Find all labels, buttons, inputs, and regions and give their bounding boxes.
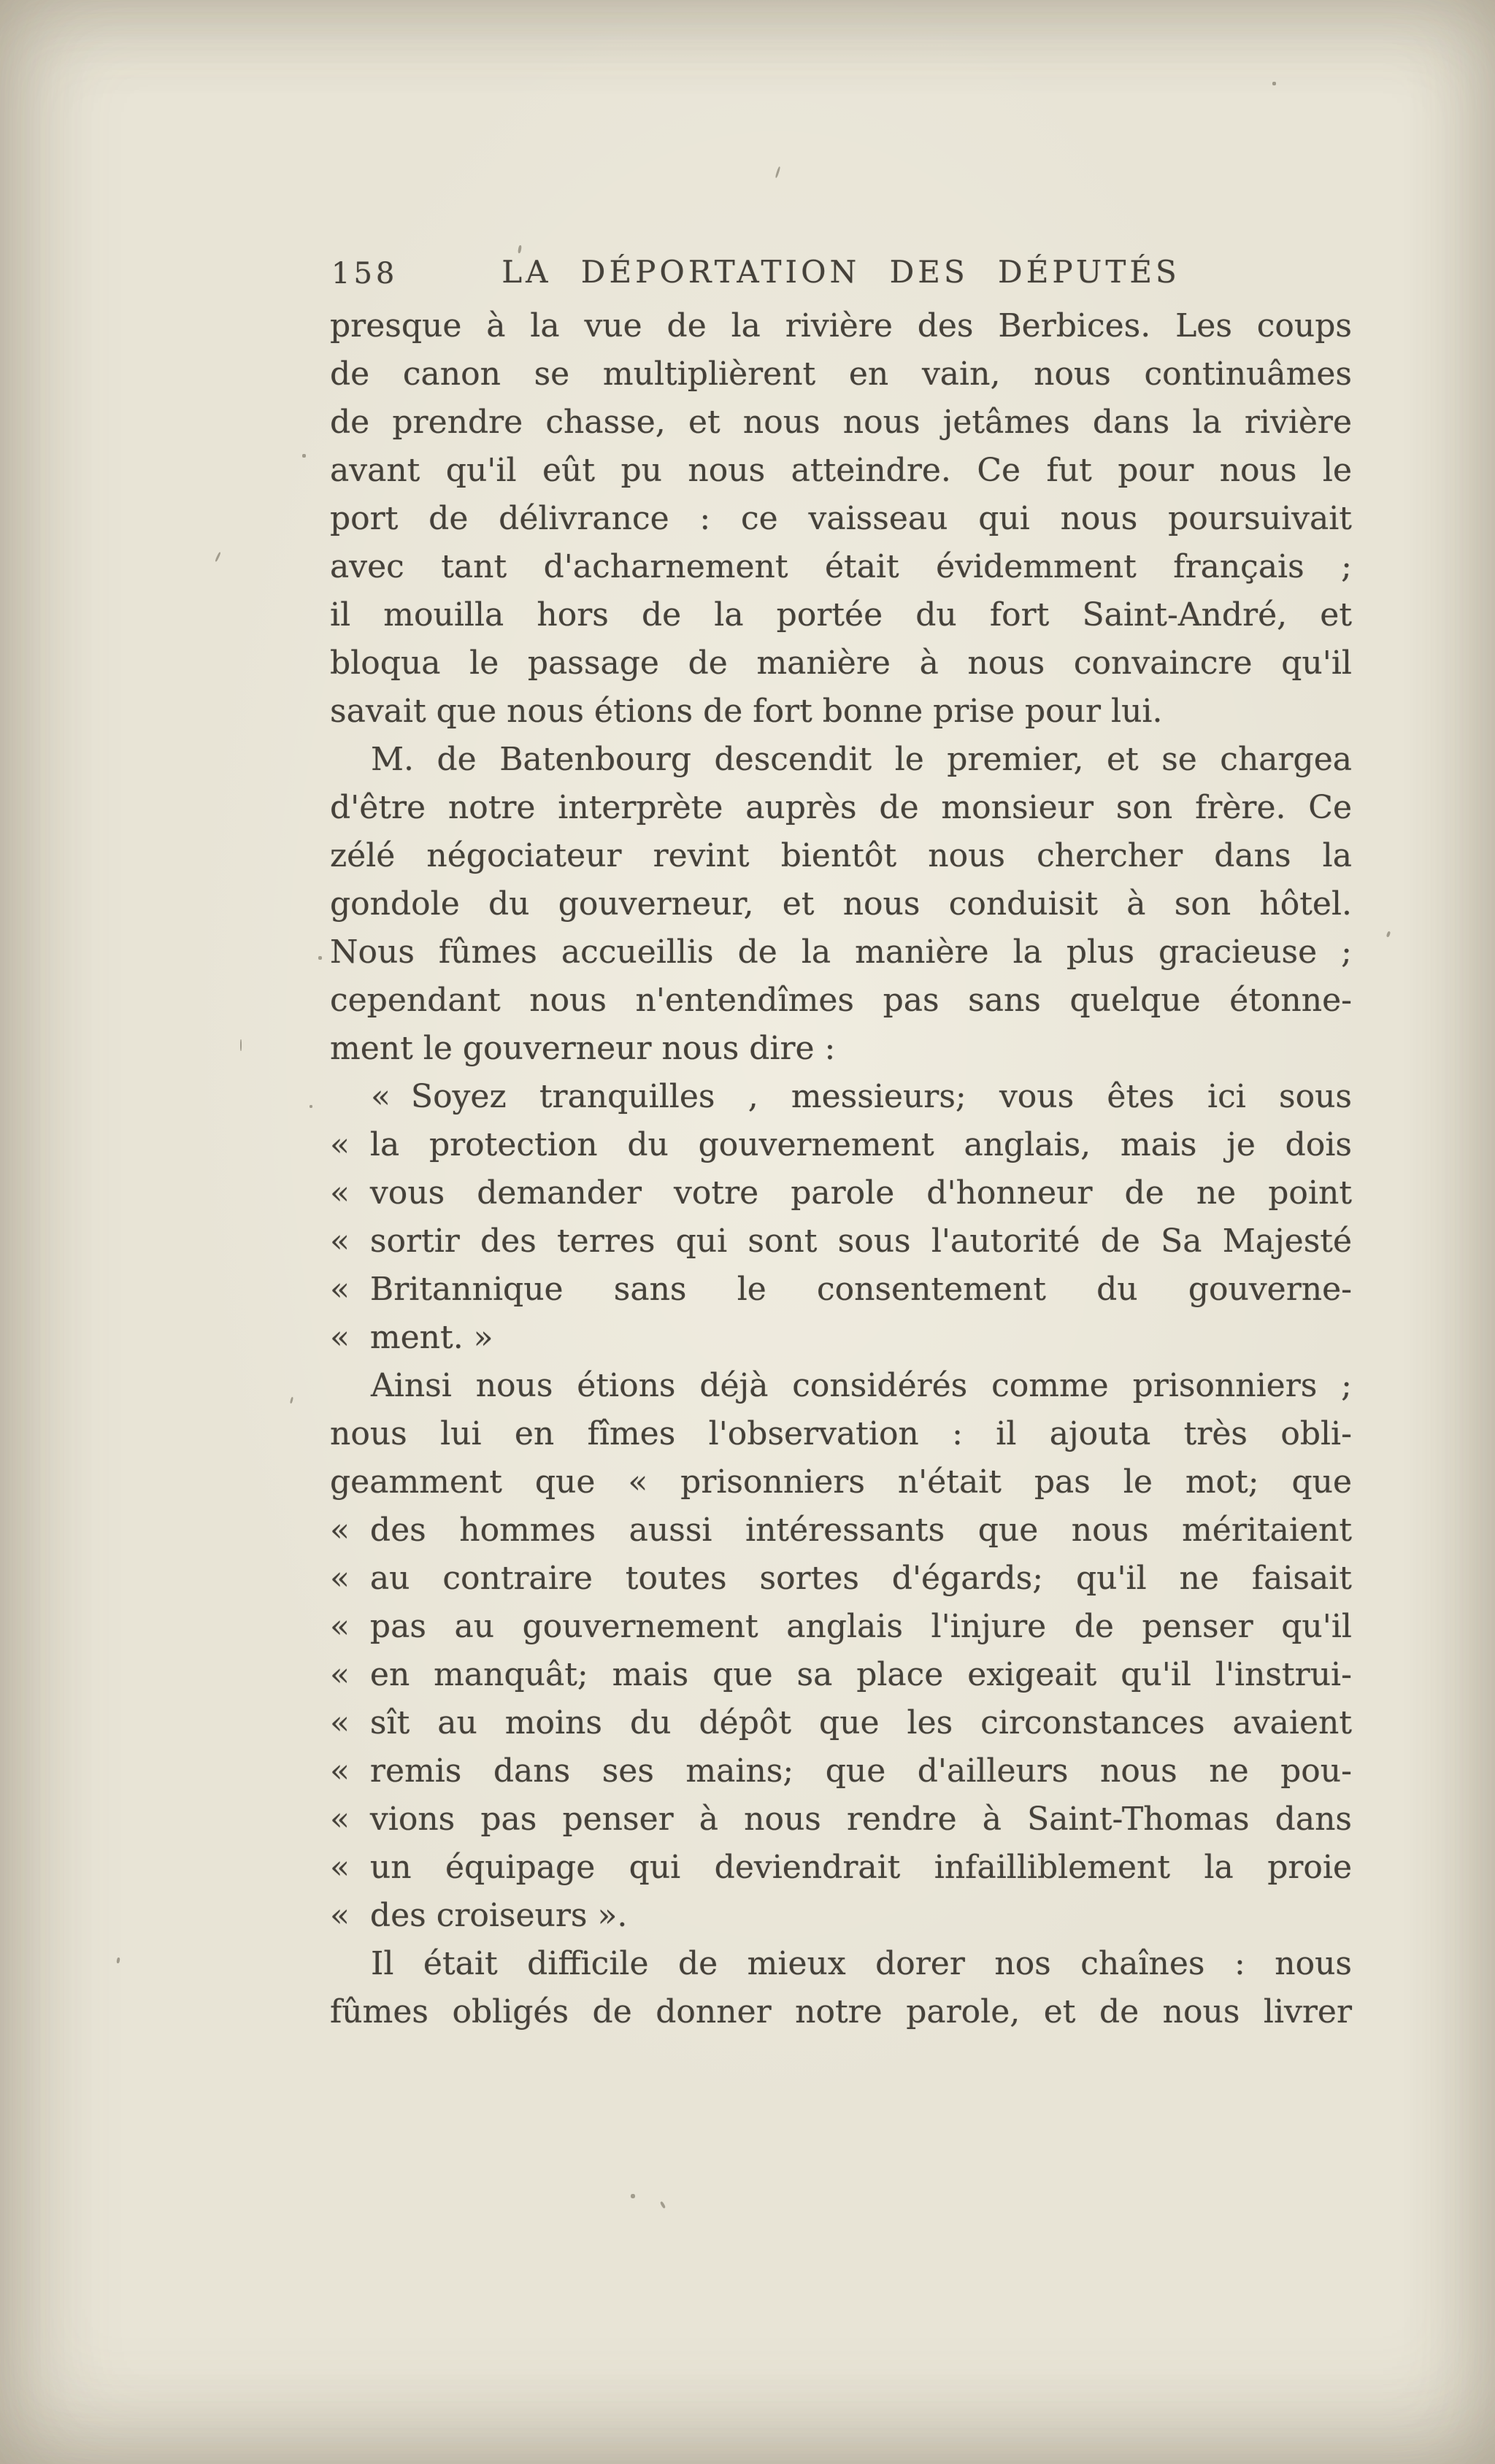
paper-speck — [775, 166, 781, 178]
paper-speck — [318, 956, 322, 960]
guillemet-open: « — [330, 1126, 350, 1163]
text-line: fûmes obligés de donner notre parole, et de nous livrer — [330, 1993, 1352, 2030]
text-line: cependant nous n'entendîmes pas sans quelque étonne- — [330, 982, 1352, 1019]
guillemet-open: « — [330, 1897, 350, 1934]
paper-speck — [240, 1039, 242, 1051]
text-line: bloqua le passage de manière à nous convaincre qu'il — [330, 644, 1352, 682]
guillemet-open: « — [330, 1608, 350, 1645]
text-line: Nous fûmes accueillis de la manière la plus gracieuse ; — [330, 933, 1352, 971]
text-line: port de délivrance : ce vaisseau qui nous poursuivait — [330, 500, 1352, 537]
guillemet-open: « — [330, 1656, 350, 1693]
page-number: 158 — [331, 257, 399, 290]
text-line: « en manquât; mais que sa place exigeait qu'il l'instrui- — [330, 1656, 1352, 1693]
text-line: presque à la vue de la rivière des Berbices. Les coups — [330, 307, 1352, 344]
text-line: « un équipage qui deviendrait infailliblement la proie — [330, 1849, 1352, 1886]
text-line: « des hommes aussi intéressants que nous méritaient — [330, 1512, 1352, 1549]
text-line: « remis dans ses mains; que d'ailleurs nous ne pou- — [330, 1752, 1352, 1790]
paper-speck — [116, 1957, 120, 1964]
text-line: il mouilla hors de la portée du fort Saint-André, et — [330, 596, 1352, 634]
paper-speck — [290, 1397, 293, 1404]
text-line: « vions pas penser à nous rendre à Saint-Thomas dans — [330, 1801, 1352, 1838]
text-line: de prendre chasse, et nous nous jetâmes dans la rivière — [330, 404, 1352, 441]
text-line: « la protection du gouvernement anglais, mais je dois — [330, 1126, 1352, 1163]
paper-speck — [1272, 82, 1276, 85]
text-block — [330, 302, 1352, 2036]
guillemet-open: « — [330, 1271, 350, 1308]
text-line: d'être notre interprète auprès de monsieur son frère. Ce — [330, 789, 1352, 826]
paper-speck — [660, 2201, 666, 2209]
text-line: « au contraire toutes sortes d'égards; qu'il ne faisait — [330, 1560, 1352, 1597]
text-line: M. de Batenbourg descendit le premier, et se chargea — [371, 741, 1352, 778]
text-line: « vous demander votre parole d'honneur de ne point — [330, 1174, 1352, 1212]
text-line: « pas au gouvernement anglais l'injure de penser qu'il — [330, 1608, 1352, 1645]
guillemet-open: « — [371, 1078, 391, 1115]
guillemet-open: « — [330, 1801, 350, 1838]
paper-speck — [631, 2194, 635, 2198]
text-line: de canon se multiplièrent en vain, nous continuâmes — [330, 355, 1352, 393]
paper-speck — [215, 552, 221, 562]
text-line: « ment. » — [330, 1319, 493, 1356]
text-line: « des croiseurs ». — [330, 1897, 628, 1934]
text-line: geamment que « prisonniers n'était pas le mot; que — [330, 1463, 1352, 1501]
paper-speck — [310, 1105, 312, 1108]
text-line: avant qu'il eût pu nous atteindre. Ce fut pour nous le — [330, 452, 1352, 489]
guillemet-open: « — [330, 1704, 350, 1741]
guillemet-open: « — [330, 1849, 350, 1886]
text-line: savait que nous étions de fort bonne prise pour lui. — [330, 693, 1163, 730]
guillemet-open: « — [330, 1319, 350, 1356]
guillemet-open: « — [330, 1560, 350, 1597]
text-line: « sortir des terres qui sont sous l'autorité de Sa Majesté — [330, 1223, 1352, 1260]
text-line: Ainsi nous étions déjà considérés comme prisonniers ; — [371, 1367, 1352, 1404]
running-title: LA DÉPORTATION DES DÉPUTÉS — [501, 254, 1180, 290]
paper-speck — [302, 454, 306, 458]
guillemet-open: « — [330, 1174, 350, 1212]
text-line: zélé négociateur revint bientôt nous chercher dans la — [330, 837, 1352, 874]
text-line: ment le gouverneur nous dire : — [330, 1030, 836, 1067]
text-line: Il était difficile de mieux dorer nos chaînes : nous — [371, 1945, 1352, 1982]
guillemet-open: « — [330, 1752, 350, 1790]
text-line: avec tant d'acharnement était évidemment français ; — [330, 548, 1352, 585]
page-header — [330, 253, 1352, 293]
guillemet-open: « — [330, 1223, 350, 1260]
text-line: « Britannique sans le consentement du gouverne- — [330, 1271, 1352, 1308]
paper-speck — [1386, 931, 1391, 938]
text-line: nous lui en fîmes l'observation : il ajouta très obli- — [330, 1415, 1352, 1452]
text-line: « sît au moins du dépôt que les circonstances avaient — [330, 1704, 1352, 1741]
text-line: « Soyez tranquilles , messieurs; vous êtes ici sous — [371, 1078, 1352, 1115]
text-line: gondole du gouverneur, et nous conduisit à son hôtel. — [330, 885, 1352, 923]
guillemet-open: « — [330, 1512, 350, 1549]
